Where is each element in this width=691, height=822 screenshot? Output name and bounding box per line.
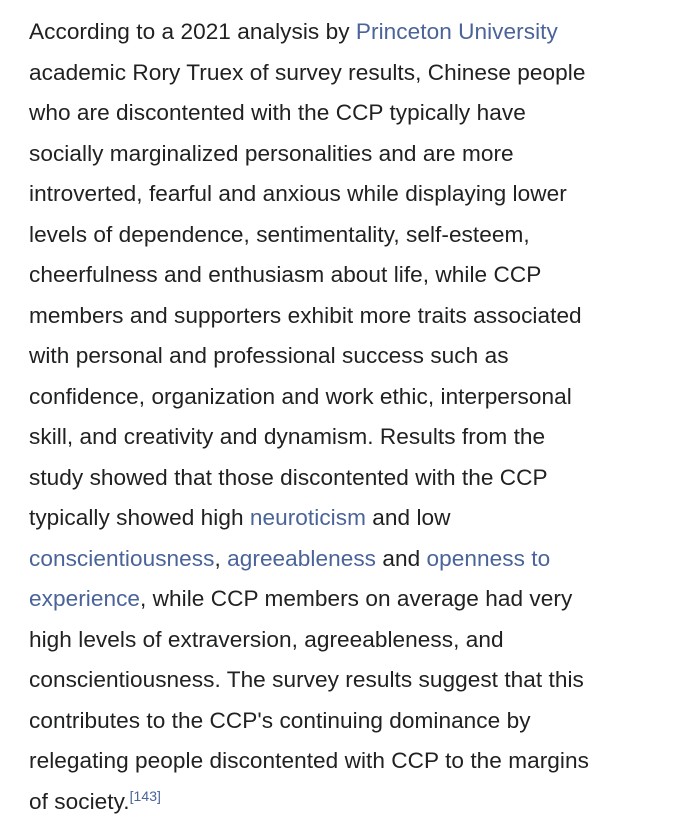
wiki-link-experience[interactable]: experience	[29, 586, 140, 611]
paragraph-line	[29, 498, 674, 539]
text-run: members and supporters exhibit more traits associated	[29, 303, 582, 328]
text-run: socially marginalized personalities and are more	[29, 141, 514, 166]
paragraph-line	[29, 377, 674, 418]
paragraph-line	[29, 215, 674, 256]
article-paragraph	[29, 12, 674, 822]
citation-link[interactable]: [143]	[130, 788, 161, 804]
text-run: with personal and professional success such as	[29, 343, 509, 368]
text-run: study showed that those discontented with the CCP	[29, 465, 548, 490]
text-run: skill, and creativity and dynamism. Results from the	[29, 424, 545, 449]
paragraph-line	[29, 12, 674, 53]
paragraph-line	[29, 336, 674, 377]
text-run: confidence, organization and work ethic, interpersonal	[29, 384, 572, 409]
text-run: high levels of extraversion, agreeableness, and	[29, 627, 504, 652]
paragraph-line	[29, 458, 674, 499]
paragraph-line	[29, 701, 674, 742]
paragraph-line	[29, 53, 674, 94]
text-run: academic Rory Truex of survey results, Chinese people	[29, 60, 585, 85]
text-run: contributes to the CCP's continuing dominance by	[29, 708, 531, 733]
text-run: relegating people discontented with CCP to the margins	[29, 748, 589, 773]
paragraph-line	[29, 417, 674, 458]
text-run: According to a 2021 analysis by	[29, 19, 356, 44]
text-run: and	[376, 546, 427, 571]
paragraph-line	[29, 296, 674, 337]
text-run: and low	[366, 505, 451, 530]
text-run: of society.	[29, 789, 130, 814]
text-run: typically showed high	[29, 505, 250, 530]
wiki-link-princeton-university[interactable]: Princeton University	[356, 19, 558, 44]
text-run: conscientiousness. The survey results suggest that this	[29, 667, 584, 692]
wiki-link-openness-to[interactable]: openness to	[427, 546, 551, 571]
paragraph-line	[29, 782, 674, 822]
paragraph-line	[29, 620, 674, 661]
text-run: who are discontented with the CCP typically have	[29, 100, 526, 125]
paragraph-line	[29, 539, 674, 580]
paragraph-line	[29, 579, 674, 620]
text-run: levels of dependence, sentimentality, self-esteem,	[29, 222, 530, 247]
paragraph-line	[29, 741, 674, 782]
paragraph-line	[29, 93, 674, 134]
text-run: cheerfulness and enthusiasm about life, while CCP	[29, 262, 541, 287]
paragraph-line	[29, 660, 674, 701]
wiki-link-neuroticism[interactable]: neuroticism	[250, 505, 366, 530]
wiki-link-agreeableness[interactable]: agreeableness	[227, 546, 376, 571]
text-run: ,	[214, 546, 227, 571]
paragraph-line	[29, 255, 674, 296]
paragraph-line	[29, 134, 674, 175]
text-run: introverted, fearful and anxious while displaying lower	[29, 181, 567, 206]
text-run: , while CCP members on average had very	[140, 586, 572, 611]
paragraph-line	[29, 174, 674, 215]
wiki-link-conscientiousness[interactable]: conscientiousness	[29, 546, 214, 571]
